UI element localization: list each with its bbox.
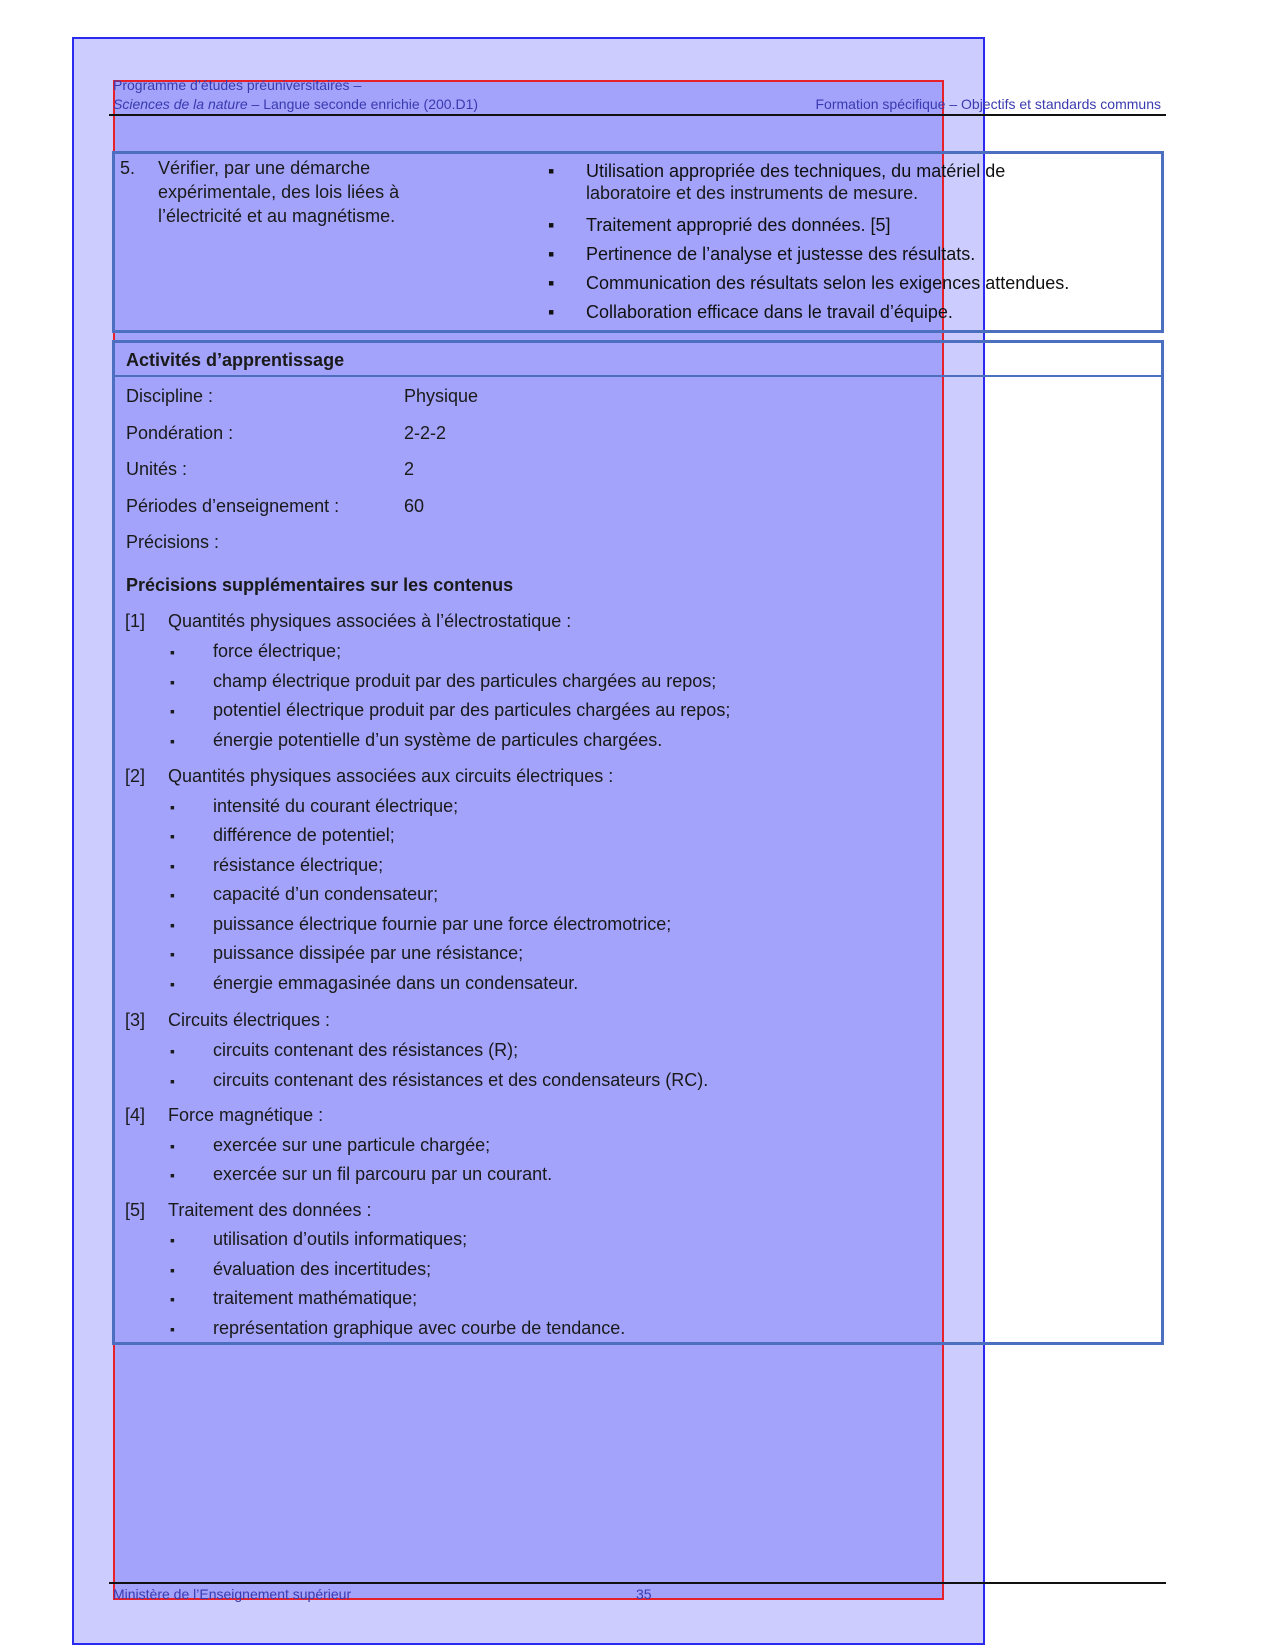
criterion-4-text: Communication des résultats selon les exigences attendues. [586,273,1070,293]
section-2-item-2: différence de potentiel; [213,825,395,845]
header-program-italic: Sciences de la nature [113,96,248,112]
page-number: 35 [636,1586,652,1602]
section-2-label: Quantités physiques associées aux circuits électriques : [168,766,614,786]
bullet-icon: ▪ [548,215,555,235]
activities-title: Activités d’apprentissage [126,350,345,370]
section-5-item-3: traitement mathématique; [213,1288,418,1308]
bullet-icon: ▪ [170,976,175,992]
bullet-icon: ▪ [170,917,175,933]
section-2-item-1: intensité du courant électrique; [213,796,459,816]
section-3-number: [3] [125,1010,146,1030]
section-1-label: Quantités physiques associées à l’électrostatique : [168,611,572,631]
bullet-icon: ▪ [170,1262,175,1278]
section-3-label: Circuits électriques : [168,1010,331,1030]
bullet-icon: ▪ [170,799,175,815]
bullet-icon: ▪ [170,1291,175,1307]
header-program-rest: – Langue seconde enrichie (200.D1) [247,96,479,112]
footer-rule [109,1582,1166,1584]
bullet-icon: ▪ [548,161,555,181]
bullet-icon: ▪ [170,674,175,690]
section-2-number: [2] [125,766,146,786]
unites-label: Unités : [126,459,188,479]
section-1-number: [1] [125,611,146,631]
section-1-item-2: champ électrique produit par des particules chargées au repos; [213,671,717,691]
contents-subtitle: Précisions supplémentaires sur les contenus [126,575,514,595]
section-2-item-3: résistance électrique; [213,855,384,875]
bullet-icon: ▪ [548,244,555,264]
element-line-3: l’électricité et au magnétisme. [158,206,396,226]
section-4-label: Force magnétique : [168,1105,324,1125]
bullet-icon: ▪ [170,703,175,719]
section-5-item-2: évaluation des incertitudes; [213,1259,432,1279]
bullet-icon: ▪ [170,858,175,874]
criterion-1-line-1: Utilisation appropriée des techniques, du matériel de [586,161,1006,181]
discipline-label: Discipline : [126,386,214,406]
bullet-icon: ▪ [170,1043,175,1059]
footer-organization: Ministère de l’Enseignement supérieur [113,1586,352,1602]
section-5-item-4: représentation graphique avec courbe de tendance. [213,1318,626,1338]
bullet-icon: ▪ [170,828,175,844]
section-4-item-2: exercée sur un fil parcouru par un courant. [213,1164,553,1184]
bullet-icon: ▪ [548,273,555,293]
section-1-item-4: énergie potentielle d’un système de particules chargées. [213,730,663,750]
header-program [113,96,478,112]
element-line-2: expérimentale, des lois liées à [158,182,400,202]
bullet-icon: ▪ [170,1167,175,1183]
element-number: 5. [120,158,136,178]
bullet-icon: ▪ [170,733,175,749]
bullet-icon: ▪ [170,1138,175,1154]
periodes-label: Périodes d’enseignement : [126,496,340,516]
section-5-number: [5] [125,1200,146,1220]
section-5-item-1: utilisation d’outils informatiques; [213,1229,468,1249]
discipline-value: Physique [404,386,479,406]
criterion-3-text: Pertinence de l’analyse et justesse des résultats. [586,244,976,264]
section-1-item-3: potentiel électrique produit par des particules chargées au repos; [213,700,731,720]
section-3-item-1: circuits contenant des résistances (R); [213,1040,519,1060]
section-4-number: [4] [125,1105,146,1125]
section-2-item-7: énergie emmagasinée dans un condensateur. [213,973,579,993]
header-line-2 [113,96,1161,112]
bullet-icon: ▪ [170,1321,175,1337]
criterion-5-text: Collaboration efficace dans le travail d’équipe. [586,302,953,322]
section-1-item-1: force électrique; [213,641,342,661]
bullet-icon: ▪ [170,1232,175,1248]
bullet-icon: ▪ [170,887,175,903]
section-2-item-6: puissance dissipée par une résistance; [213,943,524,963]
section-2-item-4: capacité d’un condensateur; [213,884,439,904]
bullet-icon: ▪ [170,644,175,660]
criterion-1-line-2: laboratoire et des instruments de mesure. [586,183,919,203]
bullet-icon: ▪ [170,946,175,962]
activities-title-divider [113,375,1161,377]
section-3-item-2: circuits contenant des résistances et des condensateurs (RC). [213,1070,709,1090]
ponderation-label: Pondération : [126,423,234,443]
header-line-1: Programme d’études préuniversitaires – [113,77,362,93]
bullet-icon: ▪ [170,1073,175,1089]
section-4-item-1: exercée sur une particule chargée; [213,1135,491,1155]
section-5-label: Traitement des données : [168,1200,372,1220]
header-rule [109,114,1166,116]
header-section: Formation spécifique – Objectifs et standards communs [815,96,1161,112]
periodes-value: 60 [404,496,425,516]
unites-value: 2 [404,459,415,479]
element-line-1: Vérifier, par une démarche [158,158,371,178]
precisions-label: Précisions : [126,532,220,552]
criterion-2-text: Traitement approprié des données. [5] [586,215,891,235]
ponderation-value: 2-2-2 [404,423,447,443]
bullet-icon: ▪ [548,302,555,322]
section-2-item-5: puissance électrique fournie par une force électromotrice; [213,914,672,934]
